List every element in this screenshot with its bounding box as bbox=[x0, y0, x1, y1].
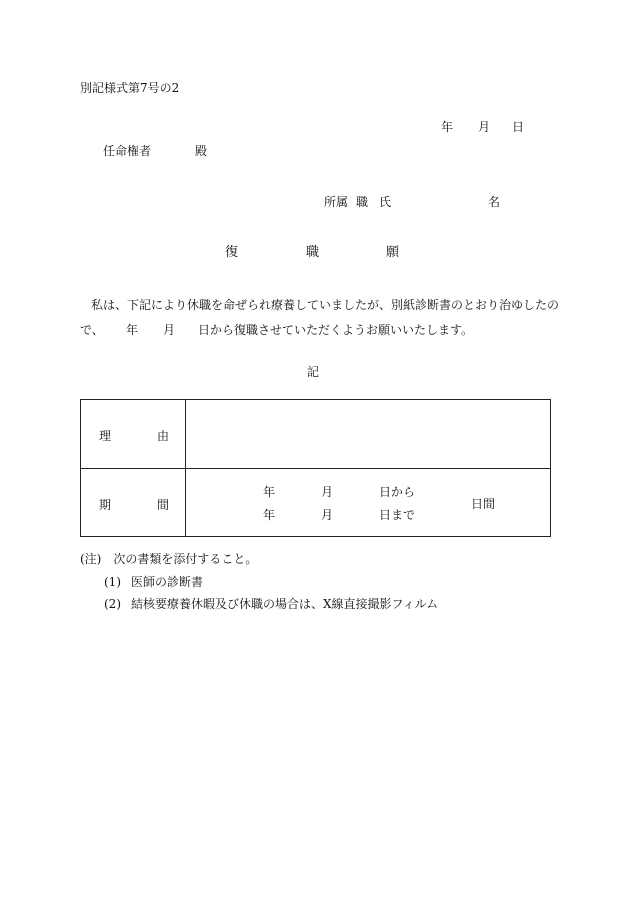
period-to-month: 月 bbox=[321, 508, 334, 522]
notes-item-1-marker: (1) bbox=[104, 575, 121, 589]
period-from-month: 月 bbox=[321, 485, 334, 499]
ki-heading: 記 bbox=[307, 365, 320, 379]
period-to-suffix: 日まで bbox=[379, 508, 416, 522]
title-char-1: 復 bbox=[225, 245, 239, 260]
period-from-suffix: 日から bbox=[379, 485, 416, 499]
date-year-label: 年 bbox=[441, 120, 454, 134]
period-from-year: 年 bbox=[263, 485, 276, 499]
title-char-3: 願 bbox=[386, 245, 400, 260]
honorific: 殿 bbox=[195, 144, 208, 158]
name-label-part1: 氏 bbox=[379, 195, 392, 209]
body-line-1: 私は、下記により休職を命ぜられ療養していましたが、別紙診断書のとおり治ゆしたの bbox=[91, 298, 560, 312]
body-line-2-rest: 日から復職させていただくようお願いいたします。 bbox=[198, 323, 474, 337]
body-line-2-prefix: で、 bbox=[80, 323, 104, 337]
date-month-label: 月 bbox=[478, 120, 491, 134]
title-char-2: 職 bbox=[306, 245, 320, 260]
addressee: 任命権者 bbox=[103, 144, 152, 158]
table-column-divider bbox=[185, 400, 186, 536]
body-line-2-month: 月 bbox=[163, 323, 176, 337]
date-day-label: 日 bbox=[512, 120, 525, 134]
name-label-part2: 名 bbox=[488, 195, 501, 209]
notes-item-2-marker: (2) bbox=[104, 597, 121, 611]
affiliation-label: 所属 bbox=[324, 195, 349, 209]
notes-item-2-text: 結核要療養休暇及び休職の場合は、X線直接撮影フィルム bbox=[131, 597, 439, 611]
period-to-year: 年 bbox=[263, 508, 276, 522]
body-line-2-year: 年 bbox=[126, 323, 139, 337]
reason-label-char-2: 由 bbox=[157, 429, 170, 443]
period-days-suffix: 日間 bbox=[471, 497, 496, 511]
reason-label-char-1: 理 bbox=[99, 429, 112, 443]
notes-item-1-text: 医師の診断書 bbox=[131, 575, 204, 589]
table-row-divider bbox=[81, 468, 550, 469]
form-number: 別記様式第7号の2 bbox=[80, 81, 180, 95]
period-label-char-2: 間 bbox=[157, 498, 170, 512]
period-label-char-1: 期 bbox=[99, 498, 112, 512]
position-label: 職 bbox=[356, 195, 369, 209]
details-table bbox=[80, 399, 551, 537]
notes-header: (注) 次の書類を添付すること。 bbox=[80, 552, 258, 566]
